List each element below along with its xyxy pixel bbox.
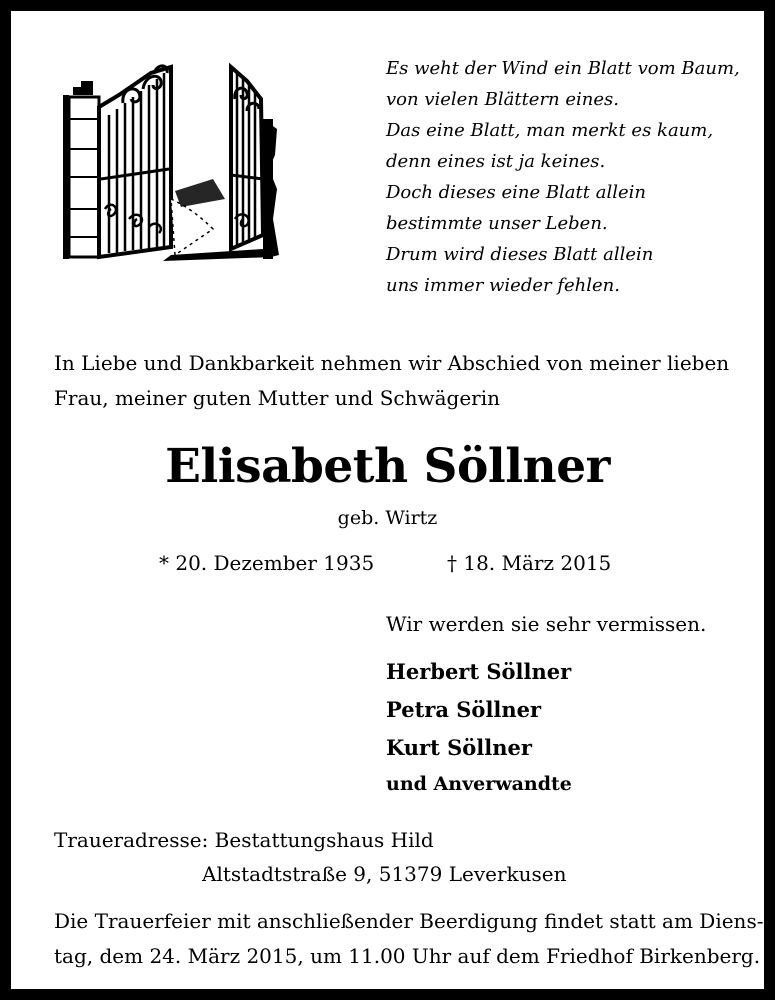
poem-line: uns immer wieder fehlen.: [386, 275, 620, 296]
mourners-list: [386, 653, 572, 801]
mourning-address-line-2: Altstadtstraße 9, 51379 Leverkusen: [202, 862, 567, 886]
relatives-note: und Anverwandte: [386, 773, 572, 795]
mourner-name: Kurt Söllner: [386, 735, 532, 760]
farewell-intro: [54, 346, 744, 416]
poem-line: von vielen Blättern eines.: [386, 89, 619, 110]
poem-line: Das eine Blatt, man merkt es kaum,: [386, 120, 714, 141]
mourner-name: Herbert Söllner: [386, 659, 572, 684]
mourning-message: Wir werden sie sehr vermissen.: [386, 612, 707, 636]
service-line: Die Trauerfeier mit anschließender Beerdigung findet statt am Diens-: [54, 909, 764, 933]
birth-date: * 20. Dezember 1935: [159, 551, 375, 575]
memorial-poem: [386, 53, 746, 301]
poem-line: bestimmte unser Leben.: [386, 213, 608, 234]
poem-line: Es weht der Wind ein Blatt vom Baum,: [386, 58, 740, 79]
deceased-name: Elisabeth Söllner: [165, 439, 610, 494]
intro-line: Frau, meiner guten Mutter und Schwägerin: [54, 386, 500, 410]
funeral-service-info: [54, 904, 764, 974]
poem-line: Drum wird dieses Blatt allein: [386, 244, 654, 265]
poem-line: Doch dieses eine Blatt allein: [386, 182, 646, 203]
death-date: † 18. März 2015: [447, 551, 612, 575]
maiden-name: geb. Wirtz: [337, 507, 438, 529]
service-line: tag, dem 24. März 2015, um 11.00 Uhr auf dem Friedhof Birkenberg.: [54, 944, 761, 968]
poem-line: denn eines ist ja keines.: [386, 151, 606, 172]
intro-line: In Liebe und Dankbarkeit nehmen wir Abschied von meiner lieben: [54, 351, 730, 375]
mourning-address-line-1: Traueradresse: Bestattungshaus Hild: [54, 828, 434, 852]
open-gate-icon: [63, 59, 279, 263]
mourner-name: Petra Söllner: [386, 697, 542, 722]
